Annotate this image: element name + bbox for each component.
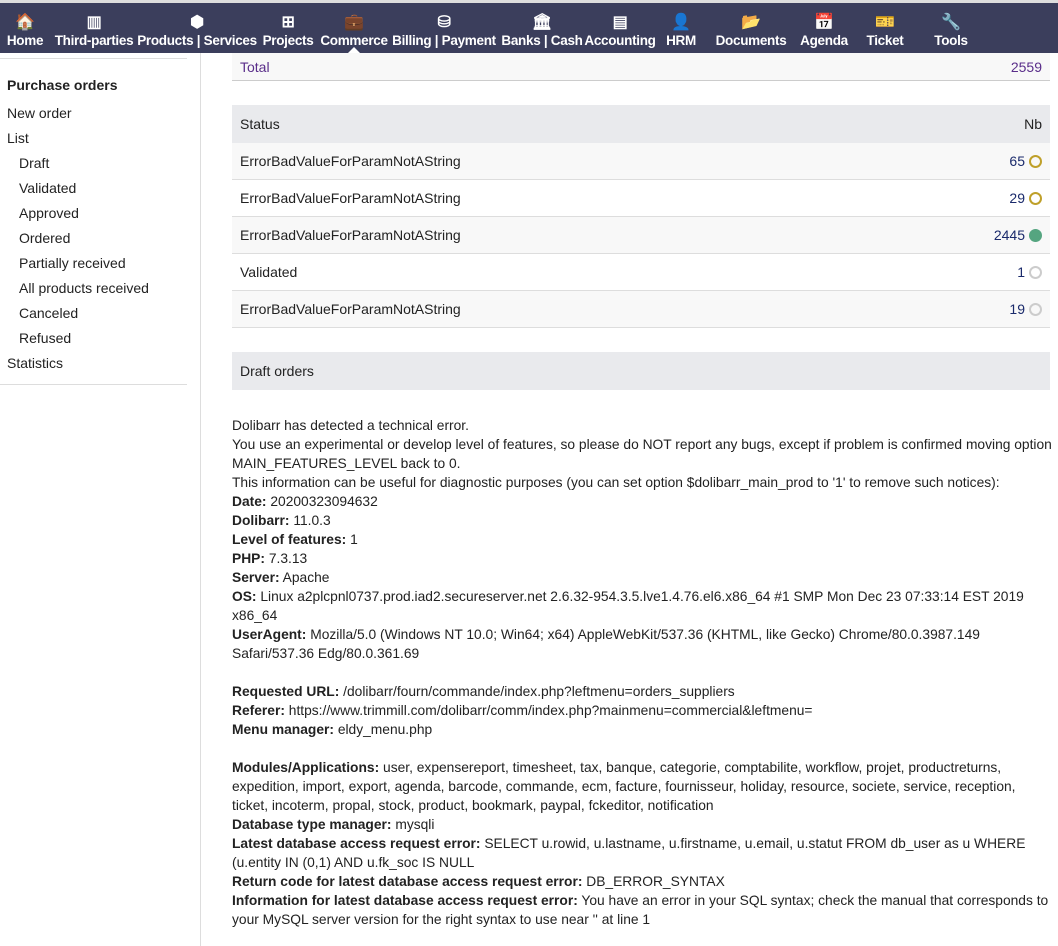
error-field-value: https://www.trimmill.com/dolibarr/comm/index.php?mainmenu=commercial&leftmenu= <box>288 703 813 718</box>
nav-icon: ▤ <box>612 14 628 31</box>
error-field-label: Dolibarr: <box>232 513 290 528</box>
error-field <box>232 872 1052 891</box>
nav-projects[interactable] <box>256 3 320 53</box>
error-field-value: mysqli <box>395 817 435 832</box>
error-field-label: Menu manager: <box>232 722 334 737</box>
nav-label: Commerce <box>320 33 388 48</box>
error-field-label: Date: <box>232 494 267 509</box>
status-row <box>232 180 1050 217</box>
draft-orders-title: Draft orders <box>240 363 314 379</box>
nav-icon: 🔧 <box>941 14 961 31</box>
nb-column-header: Nb <box>1024 116 1042 132</box>
error-field-label: Level of features: <box>232 532 347 547</box>
error-field <box>232 492 1052 511</box>
status-count[interactable]: 2445 <box>993 227 1025 243</box>
nav-label: Billing | Payment <box>392 33 496 48</box>
error-field-value: eldy_menu.php <box>337 722 433 737</box>
status-circle-icon <box>1029 229 1042 242</box>
nav-icon: 📅 <box>814 14 834 31</box>
status-label[interactable]: ErrorBadValueForParamNotAString <box>240 301 461 317</box>
nav-label: Accounting <box>584 33 656 48</box>
error-field <box>232 682 1052 701</box>
nav-icon: 👤 <box>671 14 691 31</box>
status-count[interactable]: 19 <box>1009 301 1025 317</box>
total-row <box>232 53 1050 81</box>
status-circle-icon <box>1029 155 1042 168</box>
status-count[interactable]: 65 <box>1009 153 1025 169</box>
error-field-label: PHP: <box>232 551 265 566</box>
error-line: This information can be useful for diagnostic purposes (you can set option $dolibarr_main_prod to '1' to remove such notices): <box>232 475 1000 490</box>
error-field-label: Referer: <box>232 703 285 718</box>
error-field-label: Information for latest database access request error: <box>232 893 578 908</box>
left-sidebar <box>0 53 201 946</box>
nav-tools[interactable] <box>918 3 984 53</box>
error-field-label: Latest database access request error: <box>232 836 481 851</box>
error-field-label: Server: <box>232 570 280 585</box>
nav-label: Banks | Cash <box>501 33 583 48</box>
error-field-label: Database type manager: <box>232 817 392 832</box>
nav-icon: 🎫 <box>875 14 895 31</box>
nav-ticket[interactable] <box>852 3 918 53</box>
total-label: Total <box>240 58 270 75</box>
nav-icon: 📂 <box>741 14 761 31</box>
error-field-value: DB_ERROR_SYNTAX <box>586 874 725 889</box>
sidebar-new-order[interactable]: New order <box>7 105 72 121</box>
nav-banks-cash[interactable] <box>500 3 584 53</box>
nav-label: Documents <box>715 33 787 48</box>
error-field-value: Apache <box>282 570 330 585</box>
error-field-value: 7.3.13 <box>268 551 308 566</box>
error-field-label: Modules/Applications: <box>232 760 380 775</box>
error-field-value: 11.0.3 <box>293 513 331 528</box>
nav-label: Home <box>6 33 44 48</box>
error-field <box>232 891 1052 929</box>
status-count[interactable]: 1 <box>1017 264 1025 280</box>
status-label[interactable]: ErrorBadValueForParamNotAString <box>240 153 461 169</box>
sidebar-item[interactable]: Partially received <box>19 255 126 271</box>
error-field-value: Mozilla/5.0 (Windows NT 10.0; Win64; x64) AppleWebKit/537.36 (KHTML, like Gecko) Chrome/80.0.3987.149 Safari/537.36 Edg/80.0.361.69 <box>232 627 980 661</box>
status-column-header: Status <box>240 116 280 132</box>
error-report <box>232 416 1052 929</box>
error-field-value: 20200323094632 <box>270 494 378 509</box>
error-field-label: Requested URL: <box>232 684 340 699</box>
sidebar-item[interactable]: Ordered <box>19 230 71 246</box>
error-field <box>232 720 1052 739</box>
nav-icon: 🏛 <box>531 14 552 31</box>
nav-documents[interactable] <box>706 3 796 53</box>
error-field <box>232 758 1052 815</box>
nav-label: Ticket <box>866 33 904 48</box>
nav-hrm[interactable] <box>656 3 706 53</box>
status-row <box>232 217 1050 254</box>
error-field-label: Return code for latest database access request error: <box>232 874 583 889</box>
nav-label: HRM <box>666 33 696 48</box>
sidebar-item[interactable]: All products received <box>19 280 149 296</box>
nav-label: Tools <box>934 33 968 48</box>
error-line: Dolibarr has detected a technical error. <box>232 418 469 433</box>
error-field <box>232 587 1052 625</box>
error-line: You use an experimental or develop level of features, so please do NOT report any bugs, except if problem is confirmed moving option MAIN_FEATURES_LEVEL back to 0. <box>232 437 1052 471</box>
error-field-label: OS: <box>232 589 257 604</box>
sidebar-item[interactable]: Validated <box>19 180 77 196</box>
error-field-value: user, expensereport, timesheet, tax, banque, categorie, comptabilite, workflow, projet, productreturns, expedition, import, export, agenda, barcode, commande, ecm, facture, fournisseur, holiday, resource, societe, service, reception, ticket, incoterm, propal, stock, product, bookmark, paypal, fckeditor, notification <box>232 760 1016 813</box>
nav-label: Agenda <box>800 33 848 48</box>
nav-agenda[interactable] <box>796 3 852 53</box>
status-row <box>232 291 1050 328</box>
error-field <box>232 701 1052 720</box>
total-value: 2559 <box>1010 58 1042 75</box>
error-field <box>232 625 1052 663</box>
nav-home[interactable] <box>0 3 50 53</box>
draft-orders-header <box>232 352 1050 390</box>
error-field <box>232 549 1052 568</box>
nav-icon: ⊞ <box>281 14 295 31</box>
status-count[interactable]: 29 <box>1009 190 1025 206</box>
error-field-value: /dolibarr/fourn/commande/index.php?leftmenu=orders_suppliers <box>343 684 735 699</box>
nav-billing-payment[interactable] <box>388 3 500 53</box>
nav-icon: ⬢ <box>190 14 204 31</box>
sidebar-item[interactable]: Canceled <box>19 305 79 321</box>
sidebar-statistics[interactable]: Statistics <box>7 355 64 371</box>
nav-third-parties[interactable] <box>50 3 138 53</box>
nav-commerce[interactable] <box>320 3 388 53</box>
sidebar-item[interactable]: Draft <box>19 155 50 171</box>
nav-icon: ⛁ <box>437 14 451 31</box>
nav-label: Third-parties <box>54 33 134 48</box>
sidebar-title[interactable]: Purchase orders <box>7 77 118 93</box>
nav-products-services[interactable] <box>138 3 256 53</box>
error-field-value: SELECT u.rowid, u.lastname, u.firstname, u.email, u.statut FROM db_user as u WHERE (u.entity IN (0,1) AND u.fk_soc IS NULL <box>232 836 1026 870</box>
error-field <box>232 834 1052 872</box>
status-label[interactable]: ErrorBadValueForParamNotAString <box>240 227 461 243</box>
status-row <box>232 254 1050 291</box>
nav-icon: 💼 <box>344 14 364 31</box>
status-circle-icon <box>1029 266 1042 279</box>
error-field-label: UserAgent: <box>232 627 307 642</box>
sidebar-list[interactable]: List <box>7 130 29 146</box>
nav-icon: ▥ <box>86 14 102 31</box>
sidebar-item[interactable]: Approved <box>19 205 79 221</box>
status-row <box>232 143 1050 180</box>
error-field <box>232 511 1052 530</box>
main-content <box>232 53 1050 390</box>
nav-icon: 🏠 <box>15 14 35 31</box>
status-label[interactable]: Validated <box>240 264 298 280</box>
nav-label: Projects <box>262 33 314 48</box>
error-field-value: 1 <box>350 532 358 547</box>
error-field-value: Linux a2plcpnl0737.prod.iad2.secureserver.net 2.6.32-954.3.5.lve1.4.76.el6.x86_64 #1 SMP Mon Dec 23 07:33:14 EST 2019 x86_64 <box>232 589 1024 623</box>
status-label[interactable]: ErrorBadValueForParamNotAString <box>240 190 461 206</box>
error-field-value: You have an error in your SQL syntax; check the manual that corresponds to your MySQL server version for the right syntax to use near '' at line 1 <box>232 893 1049 927</box>
nav-label: Products | Services <box>137 33 257 48</box>
error-field <box>232 815 1052 834</box>
status-circle-icon <box>1029 192 1042 205</box>
nav-accounting[interactable] <box>584 3 656 53</box>
sidebar-item[interactable]: Refused <box>19 330 72 346</box>
status-table-header <box>232 105 1050 143</box>
error-field <box>232 568 1052 587</box>
status-circle-icon <box>1029 303 1042 316</box>
error-field <box>232 530 1052 549</box>
top-menu <box>0 0 1058 53</box>
